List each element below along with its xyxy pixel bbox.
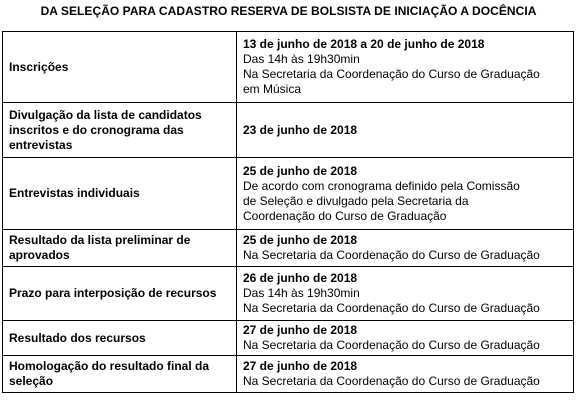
table-row — [3, 321, 574, 356]
schedule-detail: Na Secretaria da Coordenação do Curso de Graduação — [243, 301, 540, 315]
schedule-cell — [237, 321, 574, 356]
schedule-detail: Das 14h às 19h30min — [243, 52, 360, 66]
table-row — [3, 103, 574, 158]
schedule-detail: Na Secretaria da Coordenação do Curso de Graduação — [243, 67, 540, 81]
schedule-date: 26 de junho de 2018 — [243, 271, 358, 285]
schedule-detail: de Seleção e divulgado pela Secretaria da — [243, 193, 469, 208]
schedule-detail: Na Secretaria da Coordenação do Curso de Graduação — [243, 374, 540, 388]
stage-cell: Prazo para interposição de recursos — [3, 267, 237, 321]
schedule-date: 13 de junho de 2018 a 20 de junho de 2018 — [243, 37, 485, 51]
schedule-cell — [237, 32, 574, 103]
stage-cell: Homologação do resultado final da seleção — [3, 356, 237, 393]
stage-cell: Inscrições — [3, 32, 237, 103]
schedule-cell — [237, 103, 574, 158]
schedule-date: 27 de junho de 2018 — [243, 359, 358, 373]
schedule-detail: em Música — [243, 82, 302, 96]
schedule-cell — [237, 230, 574, 267]
stage-cell: Resultado dos recursos — [3, 321, 237, 356]
schedule-cell — [237, 267, 574, 321]
schedule-table — [2, 31, 574, 393]
schedule-cell — [237, 356, 574, 393]
document-title: DA SELEÇÃO PARA CADASTRO RESERVA DE BOLSISTA DE INICIAÇÃO A DOCÊNCIA — [40, 4, 537, 18]
schedule-detail: De acordo com cronograma definido pela Comissão — [243, 178, 520, 193]
schedule-date: 25 de junho de 2018 — [243, 163, 358, 178]
schedule-detail: Das 14h às 19h30min — [243, 286, 360, 300]
schedule-detail: Na Secretaria da Coordenação do Curso de Graduação — [243, 338, 540, 352]
table-row — [3, 32, 574, 103]
stage-cell: Entrevistas individuais — [3, 158, 237, 230]
schedule-date: 25 de junho de 2018 — [243, 233, 358, 247]
table-row — [3, 158, 574, 230]
table-row — [3, 230, 574, 267]
schedule-cell — [237, 158, 574, 230]
table-row — [3, 356, 574, 393]
schedule-date: 27 de junho de 2018 — [243, 323, 358, 337]
schedule-date: 23 de junho de 2018 — [243, 122, 358, 137]
schedule-detail: Na Secretaria da Coordenação do Curso de Graduação — [243, 248, 540, 262]
schedule-detail: Coordenação do Curso de Graduação — [243, 208, 447, 223]
stage-cell: Divulgação da lista de candidatos inscritos e do cronograma das entrevistas — [3, 103, 237, 158]
table-row — [3, 267, 574, 321]
stage-cell: Resultado da lista preliminar de aprovados — [3, 230, 237, 267]
